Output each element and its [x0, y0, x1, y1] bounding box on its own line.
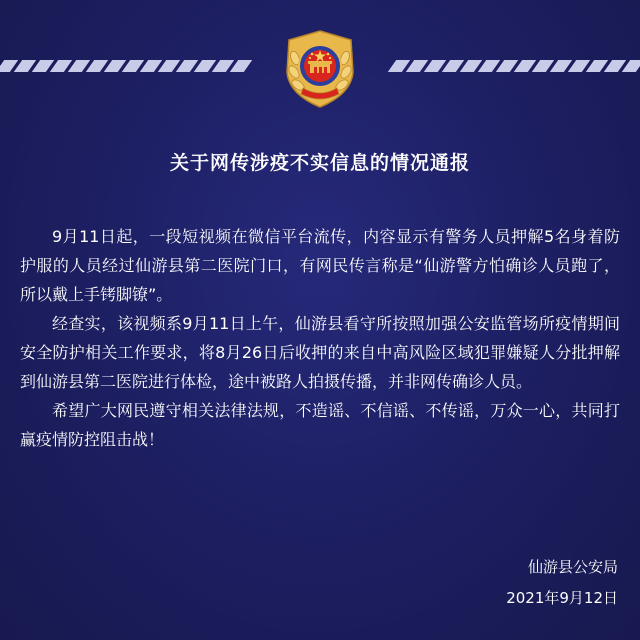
police-emblem-icon	[281, 28, 359, 110]
notice-paragraph: 9月11日起，一段短视频在微信平台流传，内容显示有警务人员押解5名身着防护服的人员经过仙游县第二医院门口，有网民传言称是“仙游警方怕确诊人员跑了，所以戴上手铐脚镣”。	[20, 227, 620, 304]
notice-paragraph: 希望广大网民遵守相关法律法规，不造谣、不信谣、不传谣，万众一心，共同打赢疫情防控阻击战！	[20, 401, 620, 449]
notice-paragraph: 经查实，该视频系9月11日上午，仙游县看守所按照加强公安监管场所疫情期间安全防护相关工作要求，将8月26日后收押的来自中高风险区域犯罪嫌疑人分批押解到仙游县第二医院进行体检，途中被路人拍摄传播，并非网传确诊人员。	[20, 314, 620, 391]
notice-body	[20, 222, 620, 454]
issuer-name: 仙游县公安局	[527, 558, 618, 576]
notice-title: 关于网传涉疫不实信息的情况通报	[169, 152, 470, 174]
decorative-stripes-left	[0, 60, 262, 74]
issue-date: 2021年9月12日	[506, 589, 618, 607]
decorative-stripes-right	[378, 60, 640, 74]
signature-block	[506, 552, 618, 614]
